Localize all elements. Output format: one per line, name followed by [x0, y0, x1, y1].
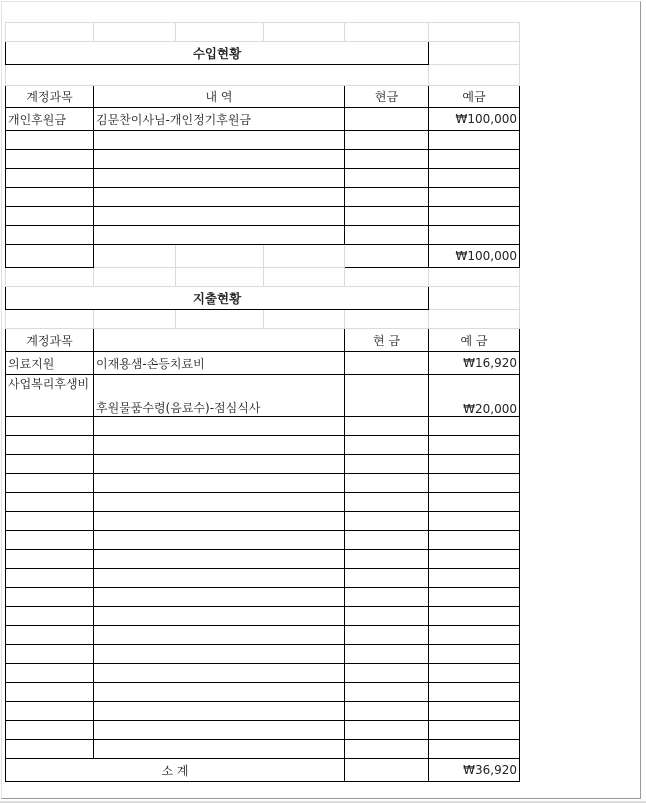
cell[interactable]	[345, 645, 429, 664]
cell[interactable]	[429, 531, 520, 550]
income-title[interactable]: 수입현황	[6, 42, 429, 65]
cell[interactable]	[6, 310, 94, 329]
table-row	[6, 474, 520, 493]
cell[interactable]	[429, 417, 520, 436]
cell[interactable]	[6, 588, 94, 607]
table-row	[6, 740, 520, 759]
cell[interactable]	[345, 207, 429, 226]
cell[interactable]	[94, 455, 345, 474]
table-row	[6, 531, 520, 550]
cell[interactable]	[94, 607, 345, 626]
cell[interactable]	[94, 645, 345, 664]
cell[interactable]	[6, 512, 94, 531]
cell[interactable]	[6, 150, 94, 169]
cell[interactable]	[94, 474, 345, 493]
cell[interactable]	[176, 245, 264, 268]
cell[interactable]	[264, 310, 345, 329]
income-cash-cell[interactable]	[345, 108, 429, 131]
cell[interactable]	[345, 245, 429, 268]
table-row	[6, 569, 520, 588]
sheet-row	[6, 310, 520, 329]
cell[interactable]	[345, 607, 429, 626]
cell[interactable]	[94, 226, 345, 245]
cell[interactable]	[429, 645, 520, 664]
cell[interactable]	[94, 310, 176, 329]
table-row	[6, 226, 520, 245]
expense-cash-cell[interactable]	[345, 375, 429, 417]
cell[interactable]	[6, 226, 94, 245]
cell[interactable]	[429, 512, 520, 531]
expense-deposit-cell[interactable]: ₩20,000	[429, 375, 520, 417]
cell[interactable]	[6, 268, 94, 287]
cell[interactable]	[429, 474, 520, 493]
cell[interactable]	[6, 65, 429, 86]
expense-account-cell[interactable]: 의료지원	[6, 352, 94, 375]
expense-header-row	[6, 329, 520, 352]
cell[interactable]	[6, 207, 94, 226]
cell[interactable]	[345, 588, 429, 607]
expense-cash-cell[interactable]	[345, 352, 429, 375]
cell[interactable]	[345, 226, 429, 245]
cell[interactable]	[264, 245, 345, 268]
cell[interactable]	[94, 436, 345, 455]
cell[interactable]	[6, 455, 94, 474]
sheet-row	[6, 268, 520, 287]
cell[interactable]	[429, 569, 520, 588]
cell[interactable]	[264, 268, 345, 287]
table-row	[6, 352, 520, 375]
cell[interactable]	[345, 436, 429, 455]
expense-subtotal[interactable]: ₩36,920	[429, 759, 520, 782]
cell[interactable]	[94, 721, 345, 740]
cell[interactable]	[176, 268, 264, 287]
cell[interactable]	[6, 664, 94, 683]
cell[interactable]	[345, 569, 429, 588]
cell[interactable]	[345, 702, 429, 721]
table-row	[6, 702, 520, 721]
table-row	[6, 664, 520, 683]
cell[interactable]	[94, 550, 345, 569]
cell[interactable]	[345, 455, 429, 474]
cell[interactable]	[345, 531, 429, 550]
cell[interactable]	[6, 550, 94, 569]
cell[interactable]	[345, 188, 429, 207]
table-row	[6, 108, 520, 131]
cell[interactable]	[429, 207, 520, 226]
cell[interactable]	[345, 417, 429, 436]
cell[interactable]	[429, 626, 520, 645]
cell[interactable]	[345, 683, 429, 702]
cell[interactable]	[429, 607, 520, 626]
table-row	[6, 169, 520, 188]
header-detail[interactable]	[94, 329, 345, 352]
cell[interactable]	[94, 531, 345, 550]
expense-detail-cell[interactable]: 후원물품수령(음료수)-점심식사	[94, 375, 345, 417]
table-row	[6, 550, 520, 569]
cell[interactable]	[345, 664, 429, 683]
income-title-row	[6, 42, 520, 65]
cell[interactable]	[429, 287, 520, 310]
header-cash[interactable]: 현 금	[345, 329, 429, 352]
cell[interactable]	[345, 23, 429, 42]
cell[interactable]	[429, 493, 520, 512]
cell[interactable]	[429, 268, 520, 287]
cell[interactable]	[429, 131, 520, 150]
cell[interactable]	[94, 588, 345, 607]
table-row	[6, 512, 520, 531]
table-row	[6, 721, 520, 740]
cell[interactable]	[429, 455, 520, 474]
cell[interactable]	[6, 645, 94, 664]
expense-detail-cell[interactable]: 이재용샘-손등치료비	[94, 352, 345, 375]
cell[interactable]	[94, 569, 345, 588]
cell[interactable]	[94, 245, 176, 268]
cell[interactable]	[6, 245, 94, 268]
income-account-cell[interactable]: 개인후원금	[6, 108, 94, 131]
cell[interactable]	[429, 664, 520, 683]
table-row	[6, 188, 520, 207]
table-row	[6, 493, 520, 512]
income-deposit-cell[interactable]: ₩100,000	[429, 108, 520, 131]
cell[interactable]	[6, 493, 94, 512]
cell[interactable]	[94, 626, 345, 645]
cell[interactable]	[429, 23, 520, 42]
cell[interactable]	[429, 721, 520, 740]
cell[interactable]	[429, 42, 520, 65]
income-header-row	[6, 86, 520, 108]
income-detail-cell[interactable]: 김문찬이사님-개인정기후원금	[94, 108, 345, 131]
table-row	[6, 455, 520, 474]
cell[interactable]	[429, 310, 520, 329]
cell[interactable]	[94, 493, 345, 512]
sheet-row	[6, 65, 520, 86]
cell[interactable]	[345, 268, 429, 287]
cell[interactable]	[345, 759, 429, 782]
cell[interactable]	[6, 131, 94, 150]
cell[interactable]	[429, 550, 520, 569]
cell[interactable]	[429, 436, 520, 455]
income-total-row	[6, 245, 520, 268]
cell[interactable]	[429, 740, 520, 759]
cell[interactable]	[429, 150, 520, 169]
cell[interactable]	[429, 702, 520, 721]
cell[interactable]	[429, 188, 520, 207]
cell[interactable]	[429, 588, 520, 607]
cell[interactable]	[94, 207, 345, 226]
expense-title[interactable]: 지출현황	[6, 287, 429, 310]
expense-deposit-cell[interactable]: ₩16,920	[429, 352, 520, 375]
cell[interactable]	[94, 417, 345, 436]
cell[interactable]	[176, 23, 264, 42]
ledger-table	[5, 22, 520, 782]
cell[interactable]	[94, 740, 345, 759]
cell[interactable]	[94, 664, 345, 683]
header-deposit[interactable]: 예금	[429, 86, 520, 108]
cell[interactable]	[176, 310, 264, 329]
cell[interactable]	[6, 683, 94, 702]
cell[interactable]	[6, 569, 94, 588]
cell[interactable]	[345, 740, 429, 759]
table-row	[6, 375, 520, 417]
cell[interactable]	[345, 512, 429, 531]
cell[interactable]	[6, 702, 94, 721]
header-cash[interactable]: 현금	[345, 86, 429, 108]
cell[interactable]	[6, 531, 94, 550]
cell[interactable]	[94, 512, 345, 531]
subtotal-label[interactable]: 소 계	[6, 759, 345, 782]
cell[interactable]	[94, 188, 345, 207]
cell[interactable]	[345, 474, 429, 493]
cell[interactable]	[429, 65, 520, 86]
table-row	[6, 683, 520, 702]
header-deposit[interactable]: 예 금	[429, 329, 520, 352]
cell[interactable]	[6, 474, 94, 493]
cell[interactable]	[429, 169, 520, 188]
cell[interactable]	[94, 150, 345, 169]
cell[interactable]	[345, 721, 429, 740]
table-row	[6, 607, 520, 626]
cell[interactable]	[94, 169, 345, 188]
table-row	[6, 645, 520, 664]
header-account[interactable]: 계정과목	[6, 329, 94, 352]
expense-subtotal-row	[6, 759, 520, 782]
table-row	[6, 626, 520, 645]
cell[interactable]	[94, 683, 345, 702]
cell[interactable]	[429, 226, 520, 245]
cell[interactable]	[6, 740, 94, 759]
sheet-row	[6, 23, 520, 42]
cell[interactable]	[6, 721, 94, 740]
table-row	[6, 417, 520, 436]
cell[interactable]	[94, 702, 345, 721]
table-row	[6, 207, 520, 226]
cell[interactable]	[6, 23, 94, 42]
income-total[interactable]: ₩100,000	[429, 245, 520, 268]
cell[interactable]	[94, 268, 176, 287]
cell[interactable]	[6, 436, 94, 455]
cell[interactable]	[6, 169, 94, 188]
cell[interactable]	[264, 23, 345, 42]
cell[interactable]	[345, 150, 429, 169]
expense-title-row	[6, 287, 520, 310]
cell[interactable]	[6, 607, 94, 626]
cell[interactable]	[6, 417, 94, 436]
cell[interactable]	[345, 310, 429, 329]
cell[interactable]	[429, 683, 520, 702]
table-row	[6, 131, 520, 150]
cell[interactable]	[94, 23, 176, 42]
cell[interactable]	[345, 131, 429, 150]
table-row	[6, 436, 520, 455]
cell[interactable]	[345, 626, 429, 645]
cell[interactable]	[94, 131, 345, 150]
header-account[interactable]: 계정과목	[6, 86, 94, 108]
cell[interactable]	[345, 493, 429, 512]
table-row	[6, 150, 520, 169]
table-row	[6, 588, 520, 607]
cell[interactable]	[6, 188, 94, 207]
cell[interactable]	[345, 550, 429, 569]
header-detail[interactable]: 내 역	[94, 86, 345, 108]
cell[interactable]	[6, 626, 94, 645]
expense-account-cell[interactable]: 사업복리후생비	[6, 375, 94, 417]
cell[interactable]	[345, 169, 429, 188]
